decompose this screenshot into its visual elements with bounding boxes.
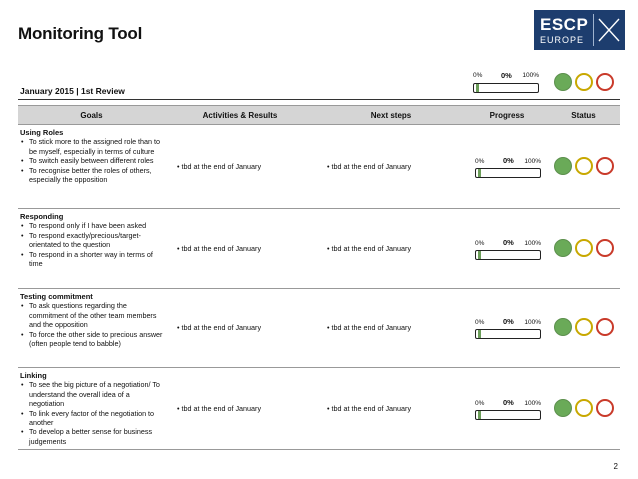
logo-divider xyxy=(593,14,594,46)
page-title: Monitoring Tool xyxy=(18,24,143,43)
activities-text: • tbd at the end of January xyxy=(165,404,261,413)
progress-bar xyxy=(475,410,541,420)
status-light-red xyxy=(596,399,614,417)
review-subtitle: January 2015 | 1st Review xyxy=(20,86,125,96)
status-light-yellow xyxy=(575,157,593,175)
header-divider xyxy=(18,99,620,100)
col-header-status: Status xyxy=(547,106,620,125)
progress-max-label: 100% xyxy=(524,319,541,326)
status-light-green xyxy=(554,399,572,417)
logo-text-europe: EUROPE xyxy=(540,35,585,45)
status-cell xyxy=(547,289,620,368)
status-light-green xyxy=(554,239,572,257)
progress-max-label: 100% xyxy=(522,72,539,79)
goal-bullet: • To link every factor of the negotiation to another xyxy=(20,409,163,428)
progress-value-label: 0% xyxy=(503,397,514,407)
goal-name: Using Roles xyxy=(20,128,64,137)
progress-min-label: 0% xyxy=(475,399,485,407)
progress-min-label: 0% xyxy=(475,319,485,326)
next-steps-text: • tbd at the end of January xyxy=(315,404,411,413)
col-header-activities: Activities & Results xyxy=(165,106,315,125)
goal-cell xyxy=(18,289,165,368)
goal-name: Responding xyxy=(20,212,64,221)
goal-bullet: • To ask questions regarding the commitment of the other team members and the opposition xyxy=(20,301,163,329)
table-row xyxy=(18,368,620,450)
status-light-red xyxy=(596,157,614,175)
progress-bar xyxy=(473,83,539,93)
progress-max-label: 100% xyxy=(524,399,541,407)
progress-max-label: 100% xyxy=(524,157,541,165)
goal-cell xyxy=(18,125,165,209)
status-light-red xyxy=(596,318,614,336)
row-status-lights xyxy=(554,157,616,177)
goal-bullet: • To see the big picture of a negotiation/ To understand the overall idea of a negotiation xyxy=(20,380,163,408)
goal-bullets xyxy=(20,301,163,348)
table-header-row xyxy=(18,106,620,125)
table-row xyxy=(18,125,620,209)
row-status-lights xyxy=(554,239,616,259)
goal-name: Linking xyxy=(20,371,47,380)
progress-value-label: 0% xyxy=(503,237,514,247)
status-cell xyxy=(547,368,620,450)
next-steps-cell xyxy=(315,125,467,209)
next-steps-cell xyxy=(315,289,467,368)
status-light-green xyxy=(554,157,572,175)
goal-bullets xyxy=(20,221,163,268)
col-header-progress: Progress xyxy=(467,106,547,125)
status-light-red xyxy=(596,239,614,257)
goal-cell xyxy=(18,209,165,289)
status-light-yellow xyxy=(575,399,593,417)
progress-min-label: 0% xyxy=(473,72,483,79)
progress-cell xyxy=(467,368,547,450)
status-light-green xyxy=(554,73,572,91)
page-number: 2 xyxy=(613,462,618,471)
status-cell xyxy=(547,209,620,289)
overall-progress xyxy=(473,72,539,92)
table-row xyxy=(18,289,620,368)
next-steps-text: • tbd at the end of January xyxy=(315,244,411,253)
status-cell xyxy=(547,125,620,209)
row-progress xyxy=(475,318,541,338)
progress-value-label: 0% xyxy=(503,317,514,326)
row-status-lights xyxy=(554,399,616,419)
col-header-goals: Goals xyxy=(18,106,165,125)
goal-name: Testing commitment xyxy=(20,292,93,301)
progress-bar xyxy=(475,250,541,260)
progress-max-label: 100% xyxy=(524,239,541,247)
row-status-lights xyxy=(554,318,616,338)
status-light-yellow xyxy=(575,318,593,336)
goal-bullet: • To respond in a shorter way in terms of time xyxy=(20,250,163,269)
progress-value-label: 0% xyxy=(503,155,514,165)
goal-bullet: • To develop a better sense for business judgements xyxy=(20,427,163,446)
progress-cell xyxy=(467,125,547,209)
monitoring-table xyxy=(18,105,620,450)
status-light-yellow xyxy=(575,73,593,91)
activities-text: • tbd at the end of January xyxy=(165,244,261,253)
goal-bullet: • To recognise better the roles of others, especially the opposition xyxy=(20,166,163,185)
logo-text-escp: ESCP xyxy=(540,15,589,34)
row-progress xyxy=(475,399,541,419)
activities-text: • tbd at the end of January xyxy=(165,323,261,332)
goal-bullet: • To switch easily between different roles xyxy=(20,156,163,165)
goal-bullets xyxy=(20,380,163,446)
row-progress xyxy=(475,157,541,177)
next-steps-text: • tbd at the end of January xyxy=(315,323,411,332)
overall-status-lights xyxy=(554,73,616,93)
progress-value-label: 0% xyxy=(501,71,512,80)
next-steps-cell xyxy=(315,209,467,289)
escp-europe-logo xyxy=(534,10,625,50)
activities-cell xyxy=(165,368,315,450)
progress-min-label: 0% xyxy=(475,239,485,247)
activities-cell xyxy=(165,209,315,289)
activities-cell xyxy=(165,289,315,368)
progress-cell xyxy=(467,209,547,289)
activities-cell xyxy=(165,125,315,209)
status-light-yellow xyxy=(575,239,593,257)
progress-min-label: 0% xyxy=(475,157,485,165)
progress-bar xyxy=(475,329,541,339)
status-light-green xyxy=(554,318,572,336)
next-steps-text: • tbd at the end of January xyxy=(315,162,411,171)
goal-cell xyxy=(18,368,165,450)
logo-cross-icon xyxy=(597,16,621,44)
next-steps-cell xyxy=(315,368,467,450)
col-header-next-steps: Next steps xyxy=(315,106,467,125)
goal-bullet: • To force the other side to precious answer (often people tend to babble) xyxy=(20,330,163,349)
progress-cell xyxy=(467,289,547,368)
row-progress xyxy=(475,239,541,259)
goal-bullet: • To stick more to the assigned role than to be myself, especially in terms of culture xyxy=(20,137,163,156)
goal-bullets xyxy=(20,137,163,184)
table-row xyxy=(18,209,620,289)
goal-bullet: • To respond only if I have been asked xyxy=(20,221,163,230)
status-light-red xyxy=(596,73,614,91)
progress-bar xyxy=(475,168,541,178)
activities-text: • tbd at the end of January xyxy=(165,162,261,171)
goal-bullet: • To respond exactly/precious/target-orientated to the question xyxy=(20,231,163,250)
